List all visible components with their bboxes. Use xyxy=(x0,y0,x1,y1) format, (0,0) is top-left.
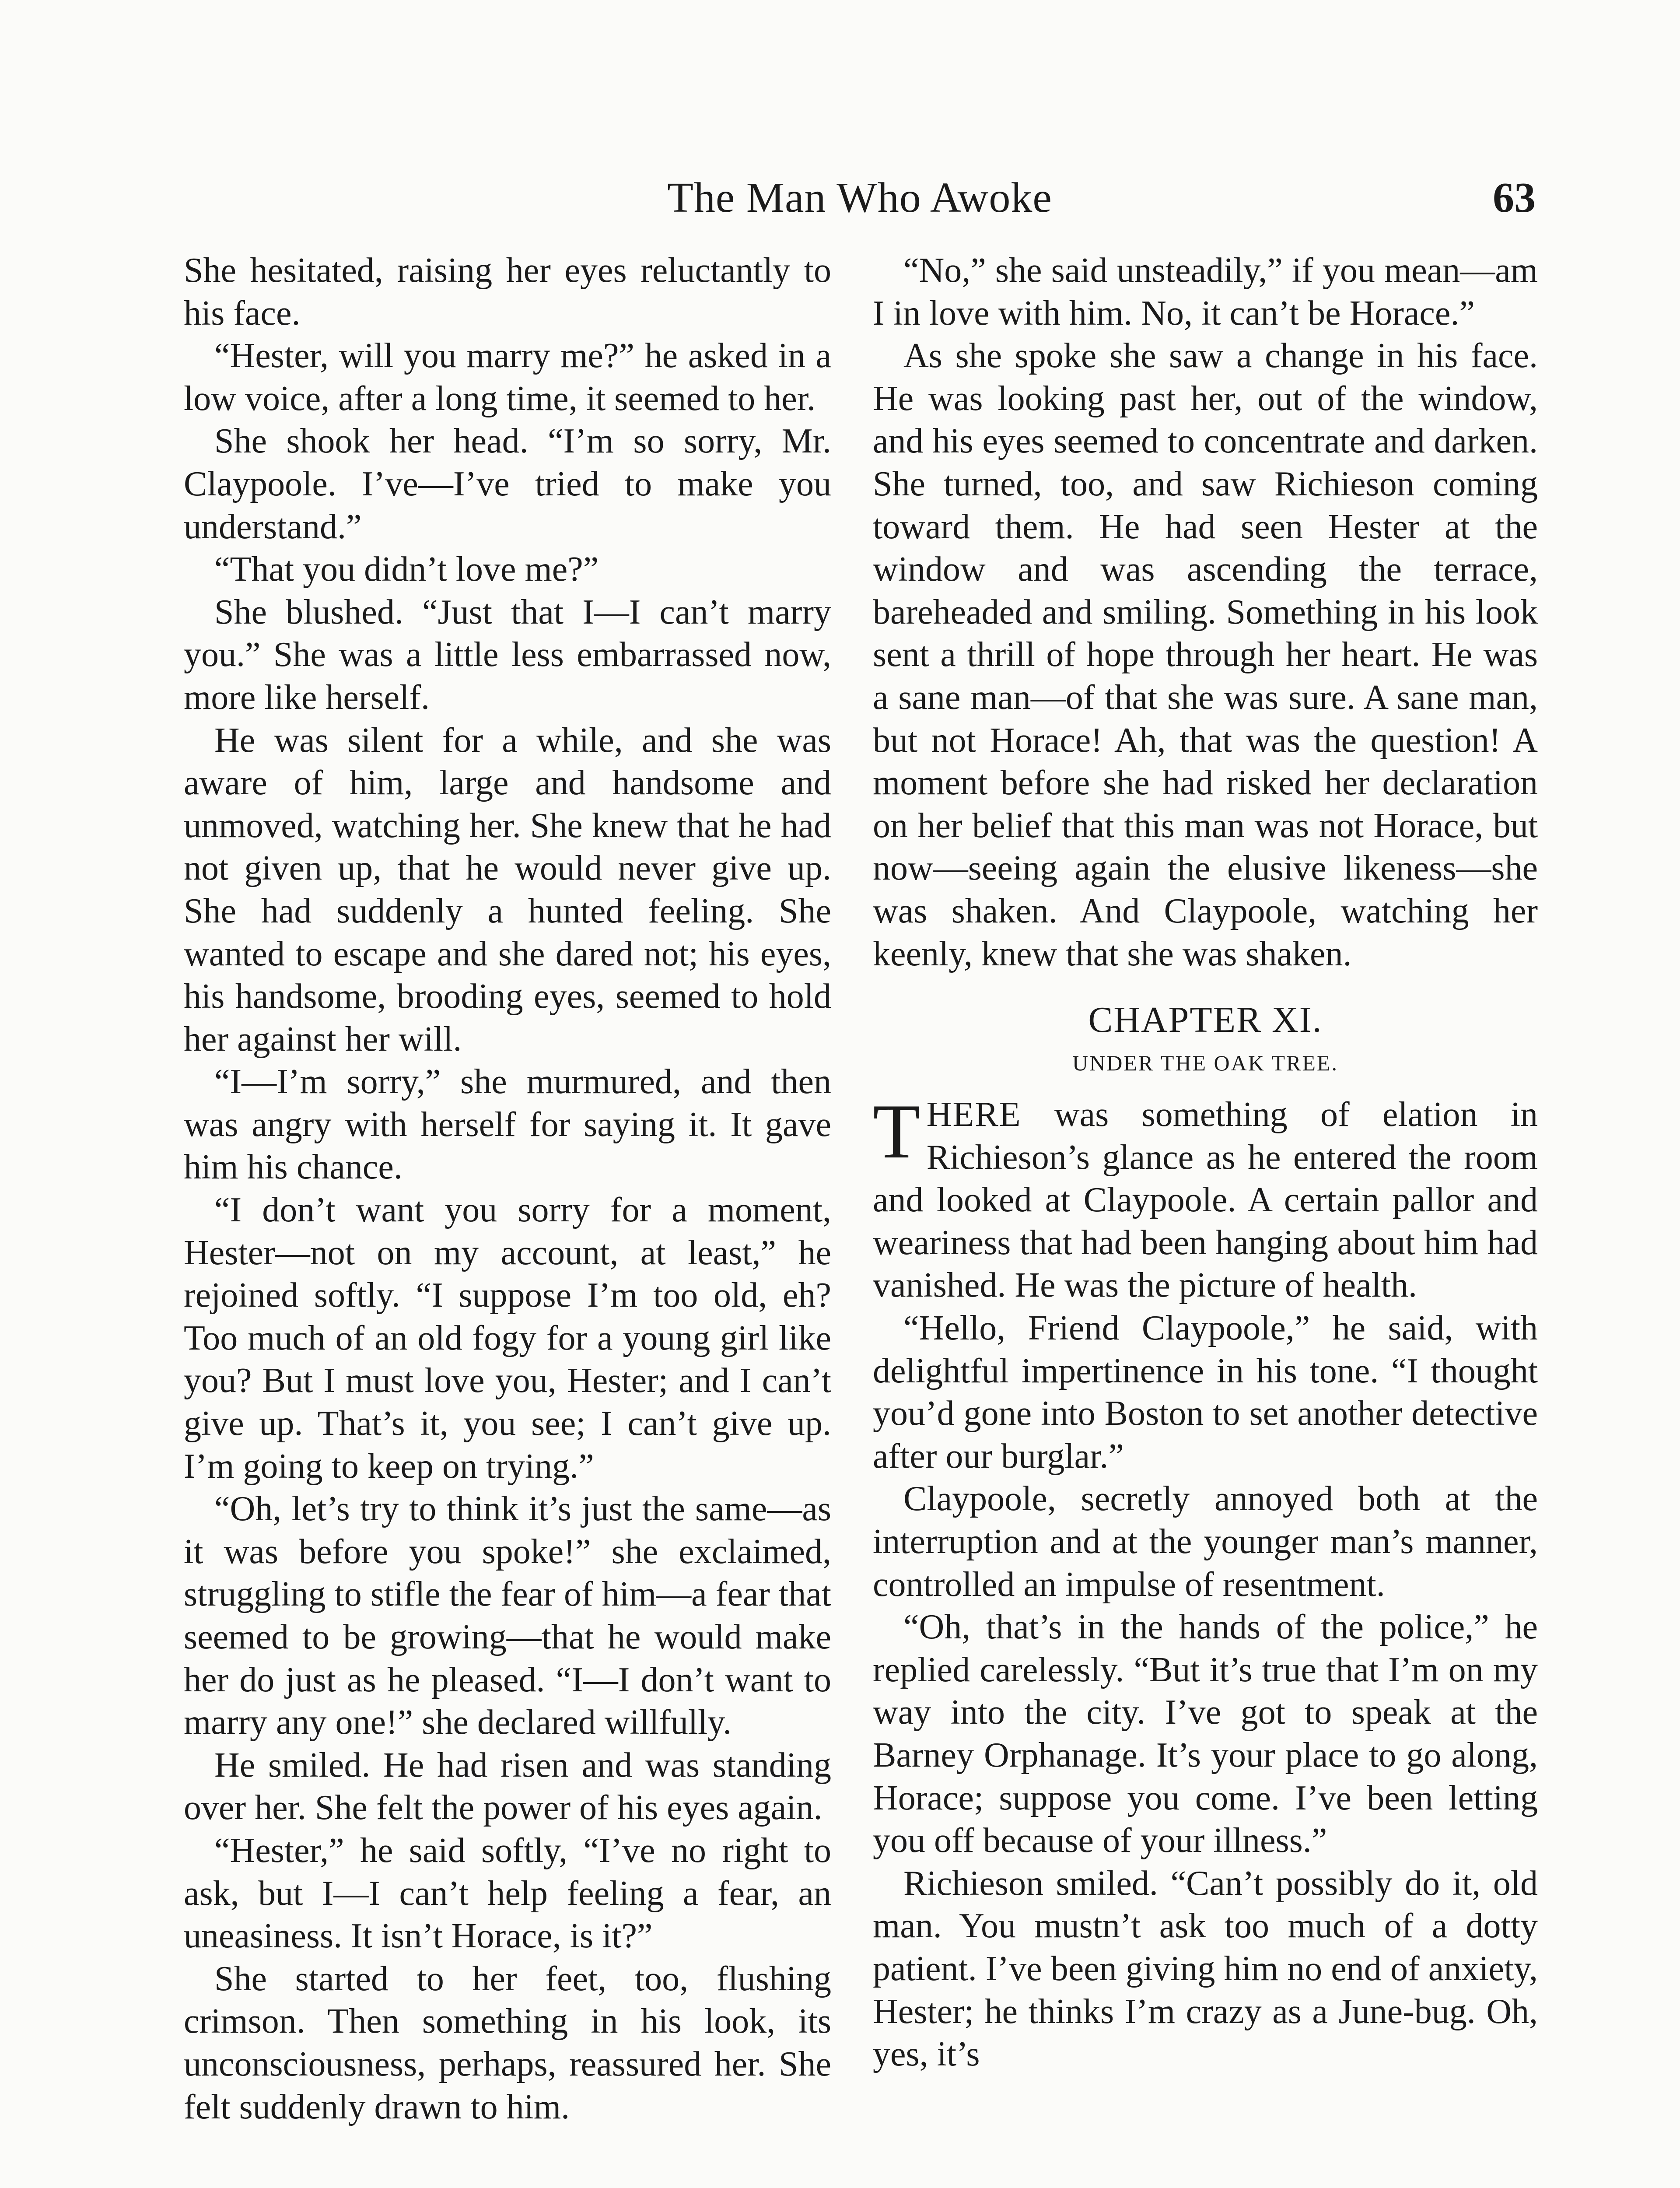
paragraph: As she spoke she saw a change in his face. He was looking past her, out of the window, and his eyes seemed to concentrate and darken. She turned, too, and saw Richieson coming toward them. He had seen Hester at the window and was ascending the terrace, bareheaded and smiling. Something in his look sent a thrill of hope through her heart. He was a sane man—of that she was sure. A sane man, but not Horace! Ah, that was the question! A moment before she had risked her declaration on her belief that this man was not Horace, but now—seeing again the elusive likeness—she was shaken. And Claypoole, watching her keenly, knew that she was shaken. xyxy=(873,337,1538,973)
page-number: 63 xyxy=(1493,174,1536,221)
paragraph: “Hester, will you marry me?” he asked in a low voice, after a long time, it seemed to her. xyxy=(184,337,831,418)
paragraph: He was silent for a while, and she was aware of him, large and handsome and unmoved, watching her. She knew that he had not given up, that he would never give up. She had suddenly a hunted feeling. She wanted to escape and she dared not; his eyes, his handsome, brooding eyes, seemed to hold her against her will. xyxy=(184,721,831,1059)
paragraph: “I—I’m sorry,” she murmured, and then was angry with herself for saying it. It gave him his chance. xyxy=(184,1062,831,1187)
opening-smallcaps: HERE xyxy=(926,1095,1022,1134)
chapter-title: CHAPTER XI. xyxy=(1088,999,1323,1041)
paragraph: “I don’t want you sorry for a moment, Hester—not on my account, at least,” he rejoined softly. “I suppose I’m too old, eh? Too much of an old fogy for a young girl like you? But I must love you, Hester; and I can’t give up. That’s it, you see; I can’t give up. I’m going to keep on trying.” xyxy=(184,1191,831,1486)
paragraph: She started to her feet, too, flushing crimson. Then something in his look, its unconsciousness, perhaps, reassured her. She felt suddenly drawn to him. xyxy=(184,1959,831,2126)
paragraph: “That you didn’t love me?” xyxy=(214,550,599,589)
paragraph: “Hello, Friend Claypoole,” he said, with delightful impertinence in his tone. “I thought you’d gone into Boston to set another detective after our burglar.” xyxy=(873,1309,1538,1476)
paragraph: “No,” she said unsteadily,” if you mean—am I in love with him. No, it can’t be Horace.” xyxy=(873,251,1538,333)
paragraph: Richieson smiled. “Can’t possibly do it, old man. You mustn’t ask too much of a dotty patient. I’ve been giving him no end of anxiety, Hester; he thinks I’m crazy as a June-bug. Oh, yes, it’s xyxy=(873,1864,1538,2074)
paragraph: She shook her head. “I’m so sorry, Mr. Claypoole. I’ve—I’ve tried to make you understand.” xyxy=(184,422,831,546)
paragraph: She hesitated, raising her eyes reluctantly to his face. xyxy=(184,251,831,333)
opening-text: was something of elation in Richieson’s glance as he entered the room and looked at Claypoole. A certain pallor and weariness that had been hanging about him had vanished. He was the picture of health. xyxy=(873,1095,1538,1305)
right-column xyxy=(873,249,1538,2076)
paragraph: He smiled. He had risen and was standing over her. She felt the power of his eyes again. xyxy=(184,1746,831,1827)
drop-cap: T xyxy=(873,1088,920,1175)
left-column xyxy=(184,249,831,2128)
paragraph: “Oh, let’s try to think it’s just the same—as it was before you spoke!” she exclaimed, struggling to stifle the fear of him—a fear that seemed to be growing—that he would make her do just as he pleased. “I—I don’t want to marry any one!” she declared willfully. xyxy=(184,1490,831,1742)
paragraph: “Hester,” he said softly, “I’ve no right to ask, but I—I can’t help feeling a fear, an uneasiness. It isn’t Horace, is it?” xyxy=(184,1831,831,1956)
paragraph: She blushed. “Just that I—I can’t marry you.” She was a little less embarrassed now, more like herself. xyxy=(184,593,831,717)
page-header xyxy=(184,172,1536,224)
chapter-subtitle: UNDER THE OAK TREE. xyxy=(1072,1051,1338,1076)
chapter-opening-paragraph xyxy=(873,1088,1538,1307)
paragraph: Claypoole, secretly annoyed both at the interruption and at the younger man’s manner, controlled an impulse of resentment. xyxy=(873,1480,1538,1604)
paragraph: “Oh, that’s in the hands of the police,” he replied carelessly. “But it’s true that I’m on my way into the city. I’ve got to speak at the Barney Orphanage. It’s your place to go along, Horace; suppose you come. I’ve been letting you off because of your illness.” xyxy=(873,1608,1538,1860)
running-title: The Man Who Awoke xyxy=(667,174,1052,221)
